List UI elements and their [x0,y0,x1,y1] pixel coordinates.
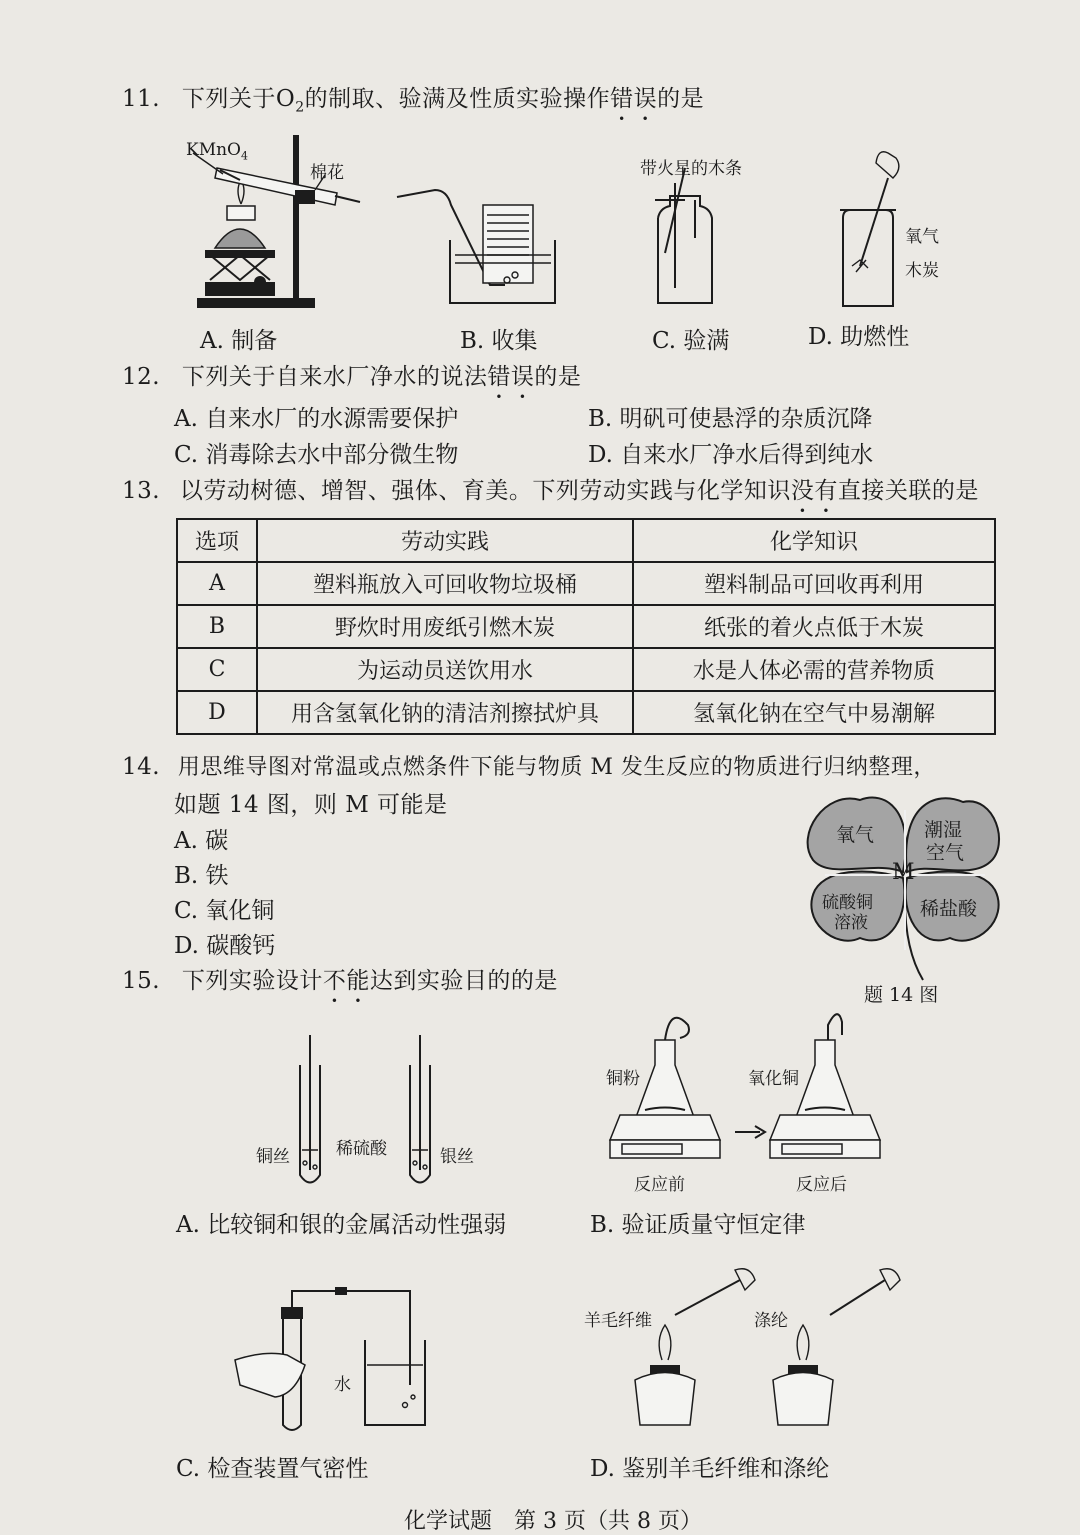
option-a: A. 自来水厂的水源需要保护 [174,406,459,432]
emphasis-text: 没有 [790,478,838,504]
emphasis-text: 不能 [322,968,370,994]
burning-test-figure [610,1265,900,1435]
table-cell: D [177,691,257,734]
option-d: D. 鉴别羊毛纤维和涤纶 [590,1456,830,1482]
figure-caption: 题 14 图 [864,984,939,1006]
silver-wire-label: 银丝 [440,1147,474,1167]
option-b: B. 明矾可使悬浮的杂质沉降 [588,406,873,432]
option-c: C. 验满 [652,328,730,354]
question-11 [122,80,704,126]
option-a: A. 制备 [200,328,278,354]
question-13 [122,472,979,518]
leaf-humid-line2: 空气 [926,842,965,864]
option-b: B. 验证质量守恒定律 [590,1212,806,1238]
leaf-cuso4-line1: 硫酸铜 [822,893,873,913]
option-b: B. 铁 [174,863,229,889]
table-cell: 塑料瓶放入可回收物垃圾桶 [257,562,633,605]
leaf-oxygen: 氧气 [836,824,875,846]
question-text: 用思维导图对常温或点燃条件下能与物质 M 发生反应的物质进行归纳整理， [177,755,936,780]
table-cell: 水是人体必需的营养物质 [633,648,995,691]
table-header: 化学知识 [633,519,995,562]
clover-mind-map [805,790,1005,980]
cotton-label: 棉花 [310,163,344,183]
table-cell: 纸张的着火点低于木炭 [633,605,995,648]
question-text: 下列实验设计 [181,968,323,994]
table-cell: 为运动员送饮用水 [257,648,633,691]
copper-wire-label: 铜丝 [256,1147,290,1167]
splint-label: 带火星的木条 [640,159,742,179]
question-number: 11. [122,86,161,112]
page-footer: 化学试题 第 3 页（共 8 页） [404,1509,702,1534]
option-c: C. 检查装置气密性 [176,1456,369,1482]
option-d: D. 助燃性 [808,324,910,350]
table-row [177,648,995,691]
table-cell: B [177,605,257,648]
table-cell: 氢氧化钠在空气中易潮解 [633,691,995,734]
question-text-line2: 如题 14 图，则 M 可能是 [174,792,448,818]
question-15 [122,962,558,1008]
center-m: M [892,860,915,885]
copper-powder-label: 铜粉 [606,1069,640,1089]
question-number: 12. [122,364,161,390]
question-text: 直接关联的是 [837,478,979,504]
oxygen-label: 氧气 [905,227,939,247]
table-row [177,605,995,648]
table-header-row [177,519,995,562]
question-text: 下列关于O [181,86,296,112]
table-cell: 塑料制品可回收再利用 [633,562,995,605]
table-header: 劳动实践 [257,519,633,562]
option-c: C. 氧化铜 [174,898,275,924]
question-text: 以劳动树德、增智、强体、育美。下列劳动实践与化学知识 [179,478,791,504]
charcoal-label: 木炭 [905,261,939,281]
option-d: D. 自来水厂净水后得到纯水 [588,442,874,468]
table-cell: 野炊时用废纸引燃木炭 [257,605,633,648]
emphasis-text: 错误 [610,86,658,112]
knowledge-table [176,518,996,735]
emphasis-text: 错误 [487,364,535,390]
table-row [177,691,995,734]
question-12 [122,358,581,404]
leaf-hcl: 稀盐酸 [920,898,978,920]
kmno4-label: KMnO$_4$ [186,140,248,163]
dilute-h2so4-label: 稀硫酸 [336,1139,387,1159]
question-number: 13. [122,478,161,504]
copper-oxide-label: 氧化铜 [748,1069,799,1089]
table-cell: 用含氢氧化钠的清洁剂擦拭炉具 [257,691,633,734]
question-number: 15. [122,968,161,994]
question-text: 的是 [534,364,582,390]
option-a: A. 比较铜和银的金属活动性强弱 [176,1212,507,1238]
water-label: 水 [334,1375,351,1395]
full-check-figure [650,178,730,310]
question-text: 达到实验目的的是 [369,968,558,994]
test-tubes-figure [290,1035,460,1195]
question-text: 的是 [657,86,705,112]
option-c: C. 消毒除去水中部分微生物 [174,442,459,468]
question-number: 14. [122,754,161,780]
question-text: 下列关于自来水厂净水的说法 [181,364,488,390]
option-b: B. 收集 [460,328,538,354]
question-text: 的制取、验满及性质实验操作 [304,86,611,112]
table-header: 选项 [177,519,257,562]
before-label: 反应前 [634,1175,685,1195]
polyester-label: 涤纶 [754,1311,788,1331]
after-label: 反应后 [796,1175,847,1195]
option-d: D. 碳酸钙 [174,933,276,959]
table-cell: A [177,562,257,605]
leaf-humid-line1: 潮湿 [924,819,963,841]
option-a: A. 碳 [174,828,229,854]
leaf-cuso4-line2: 溶液 [834,913,868,933]
table-cell: C [177,648,257,691]
subscript: 2 [295,99,305,116]
wool-label: 羊毛纤维 [584,1311,652,1331]
table-row [177,562,995,605]
collection-apparatus-figure [395,185,575,310]
airtightness-figure [235,1285,435,1435]
question-14 [122,750,936,781]
